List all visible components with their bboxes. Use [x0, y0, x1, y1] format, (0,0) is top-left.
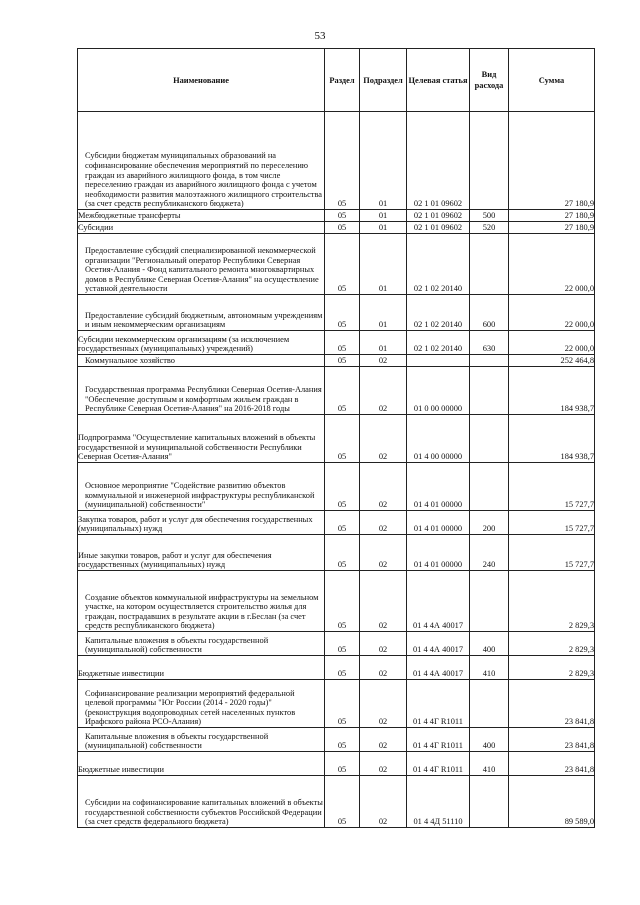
row-subsection-cell: 01: [360, 222, 407, 234]
table-row: [78, 210, 595, 222]
row-expense-cell: 410: [470, 656, 509, 680]
row-subsection-cell: 02: [360, 728, 407, 752]
table-row: [78, 571, 595, 632]
row-sum-cell: 22 000,0: [509, 295, 595, 331]
table-row: [78, 680, 595, 728]
row-subsection-cell: 01: [360, 234, 407, 295]
row-section-cell: 05: [325, 752, 360, 776]
row-expense-cell: [470, 680, 509, 728]
row-target-cell: 01 4 01 00000: [407, 535, 470, 571]
row-name-cell: Межбюджетные трансферты: [78, 210, 325, 222]
row-expense-cell: 400: [470, 632, 509, 656]
table-row: [78, 632, 595, 656]
row-section-cell: 05: [325, 234, 360, 295]
row-sum-cell: 22 000,0: [509, 234, 595, 295]
row-name-cell: Софинансирование реализации мероприятий федеральной целевой программы "Юг России (2014 - 2020 годы)" (реконструкция водопроводных сетей населенных пунктов Ирафского района РСО-Алания): [78, 680, 325, 728]
row-section-cell: 05: [325, 210, 360, 222]
row-subsection-cell: 02: [360, 776, 407, 828]
row-subsection-cell: 02: [360, 632, 407, 656]
table-row: [78, 752, 595, 776]
row-section-cell: 05: [325, 728, 360, 752]
page-number: 53: [314, 30, 326, 42]
row-sum-cell: 89 589,0: [509, 776, 595, 828]
header-subsection: Подраздел: [360, 49, 407, 112]
table-row: [78, 295, 595, 331]
row-name-cell: Предоставление субсидий бюджетным, автономным учреждениям и иным некоммерческим организациям: [78, 295, 325, 331]
row-section-cell: 05: [325, 415, 360, 463]
header-target: Целевая статья: [407, 49, 470, 112]
table-row: [78, 535, 595, 571]
row-target-cell: 01 4 01 00000: [407, 463, 470, 511]
row-expense-cell: [470, 415, 509, 463]
row-target-cell: 01 4 4А 40017: [407, 632, 470, 656]
row-subsection-cell: 02: [360, 535, 407, 571]
row-target-cell: [407, 355, 470, 367]
row-subsection-cell: 02: [360, 367, 407, 415]
row-expense-cell: 600: [470, 295, 509, 331]
table-row: [78, 463, 595, 511]
table-row: [78, 415, 595, 463]
row-name-cell: Коммунальное хозяйство: [78, 355, 325, 367]
row-subsection-cell: 02: [360, 511, 407, 535]
table-row: [78, 234, 595, 295]
row-subsection-cell: 01: [360, 112, 407, 210]
row-expense-cell: 520: [470, 222, 509, 234]
row-sum-cell: 27 180,9: [509, 112, 595, 210]
table-row: [78, 511, 595, 535]
row-expense-cell: [470, 112, 509, 210]
row-target-cell: 02 1 02 20140: [407, 295, 470, 331]
row-expense-cell: [470, 776, 509, 828]
table-row: [78, 728, 595, 752]
row-sum-cell: 23 841,8: [509, 752, 595, 776]
row-name-cell: Предоставление субсидий специализированной некоммерческой организации "Региональный оператор Республики Северная Осетия-Алания - Фонд капитального ремонта многоквартирных домов в Республике Северная Осетия-Алания" на осуществление уставной деятельности: [78, 234, 325, 295]
row-name-cell: Капитальные вложения в объекты государственной (муниципальной) собственности: [78, 632, 325, 656]
row-sum-cell: 184 938,7: [509, 367, 595, 415]
row-sum-cell: 15 727,7: [509, 511, 595, 535]
row-subsection-cell: 02: [360, 656, 407, 680]
row-sum-cell: 252 464,8: [509, 355, 595, 367]
row-subsection-cell: 02: [360, 680, 407, 728]
row-section-cell: 05: [325, 463, 360, 511]
row-target-cell: 01 4 4А 40017: [407, 571, 470, 632]
row-name-cell: Иные закупки товаров, работ и услуг для обеспечения государственных (муниципальных) нужд: [78, 535, 325, 571]
row-name-cell: Основное мероприятие "Содействие развитию объектов коммунальной и инженерной инфраструктуры республиканской (муниципальной) собственности": [78, 463, 325, 511]
row-section-cell: 05: [325, 571, 360, 632]
row-expense-cell: 240: [470, 535, 509, 571]
row-section-cell: 05: [325, 367, 360, 415]
row-name-cell: Субсидии бюджетам муниципальных образований на софинансирование обеспечения мероприятий по переселению граждан из аварийного жилищного фонда, в том числе переселению граждан из аварийного жилищного фонда с учетом необходимости развития малоэтажного жилищного строительства (за счет средств республиканского бюджета): [78, 112, 325, 210]
row-name-cell: Закупка товаров, работ и услуг для обеспечения государственных (муниципальных) нужд: [78, 511, 325, 535]
row-name-cell: Субсидии некоммерческим организациям (за исключением государственных (муниципальных) учреждений): [78, 331, 325, 355]
header-expense: Вид расхода: [470, 49, 509, 112]
row-expense-cell: 500: [470, 210, 509, 222]
row-section-cell: 05: [325, 511, 360, 535]
row-sum-cell: 15 727,7: [509, 463, 595, 511]
table-row: [78, 367, 595, 415]
row-name-cell: Подпрограмма "Осуществление капитальных вложений в объекты государственной и муниципальной собственности Республики Северная Осетия-Алания": [78, 415, 325, 463]
row-expense-cell: [470, 355, 509, 367]
row-section-cell: 05: [325, 776, 360, 828]
row-target-cell: 01 4 4Г R1011: [407, 752, 470, 776]
row-subsection-cell: 01: [360, 295, 407, 331]
row-target-cell: 01 4 4А 40017: [407, 656, 470, 680]
row-sum-cell: 2 829,3: [509, 656, 595, 680]
row-name-cell: Государственная программа Республики Северная Осетия-Алания "Обеспечение доступным и комфортным жильем граждан в Республике Северная Осетия-Алания" на 2016-2018 годы: [78, 367, 325, 415]
row-target-cell: 02 1 02 20140: [407, 331, 470, 355]
row-target-cell: 02 1 02 20140: [407, 234, 470, 295]
row-expense-cell: [470, 463, 509, 511]
row-section-cell: 05: [325, 632, 360, 656]
table-row: [78, 222, 595, 234]
row-target-cell: 01 4 01 00000: [407, 511, 470, 535]
row-sum-cell: 15 727,7: [509, 535, 595, 571]
row-target-cell: 01 4 4Д 51110: [407, 776, 470, 828]
row-subsection-cell: 02: [360, 571, 407, 632]
table-row: [78, 112, 595, 210]
row-target-cell: 02 1 01 09602: [407, 210, 470, 222]
row-section-cell: 05: [325, 680, 360, 728]
row-sum-cell: 27 180,9: [509, 210, 595, 222]
row-name-cell: Субсидии на софинансирование капитальных вложений в объекты государственной собственности субъектов Российской Федерации (за счет средств федерального бюджета): [78, 776, 325, 828]
row-expense-cell: [470, 234, 509, 295]
row-section-cell: 05: [325, 355, 360, 367]
header-section: Раздел: [325, 49, 360, 112]
table-row: [78, 355, 595, 367]
row-sum-cell: 2 829,3: [509, 632, 595, 656]
row-subsection-cell: 02: [360, 415, 407, 463]
table-row: [78, 656, 595, 680]
header-sum: Сумма: [509, 49, 595, 112]
row-name-cell: Бюджетные инвестиции: [78, 656, 325, 680]
row-name-cell: Создание объектов коммунальной инфраструктуры на земельном участке, на котором осуществляется строительство жилья для граждан, пострадавших в результате акции в г.Беслан (за счет средств республиканского бюджета): [78, 571, 325, 632]
row-section-cell: 05: [325, 295, 360, 331]
row-section-cell: 05: [325, 222, 360, 234]
budget-table: [77, 48, 595, 828]
row-target-cell: 01 0 00 00000: [407, 367, 470, 415]
header-row: [78, 49, 595, 112]
row-sum-cell: 23 841,8: [509, 728, 595, 752]
row-sum-cell: 184 938,7: [509, 415, 595, 463]
row-subsection-cell: 02: [360, 463, 407, 511]
row-sum-cell: 27 180,9: [509, 222, 595, 234]
row-section-cell: 05: [325, 535, 360, 571]
row-expense-cell: [470, 367, 509, 415]
row-name-cell: Бюджетные инвестиции: [78, 752, 325, 776]
row-name-cell: Субсидии: [78, 222, 325, 234]
row-section-cell: 05: [325, 656, 360, 680]
header-name: Наименование: [78, 49, 325, 112]
table-row: [78, 776, 595, 828]
table-row: [78, 331, 595, 355]
row-sum-cell: 2 829,3: [509, 571, 595, 632]
row-expense-cell: 630: [470, 331, 509, 355]
row-expense-cell: [470, 571, 509, 632]
row-expense-cell: 200: [470, 511, 509, 535]
row-subsection-cell: 01: [360, 331, 407, 355]
row-target-cell: 01 4 4Г R1011: [407, 680, 470, 728]
row-subsection-cell: 02: [360, 355, 407, 367]
row-expense-cell: 400: [470, 728, 509, 752]
row-sum-cell: 23 841,8: [509, 680, 595, 728]
row-target-cell: 01 4 4Г R1011: [407, 728, 470, 752]
row-subsection-cell: 01: [360, 210, 407, 222]
row-sum-cell: 22 000,0: [509, 331, 595, 355]
row-target-cell: 02 1 01 09602: [407, 112, 470, 210]
row-target-cell: 01 4 00 00000: [407, 415, 470, 463]
row-target-cell: 02 1 01 09602: [407, 222, 470, 234]
row-expense-cell: 410: [470, 752, 509, 776]
row-section-cell: 05: [325, 331, 360, 355]
row-name-cell: Капитальные вложения в объекты государственной (муниципальной) собственности: [78, 728, 325, 752]
row-section-cell: 05: [325, 112, 360, 210]
row-subsection-cell: 02: [360, 752, 407, 776]
